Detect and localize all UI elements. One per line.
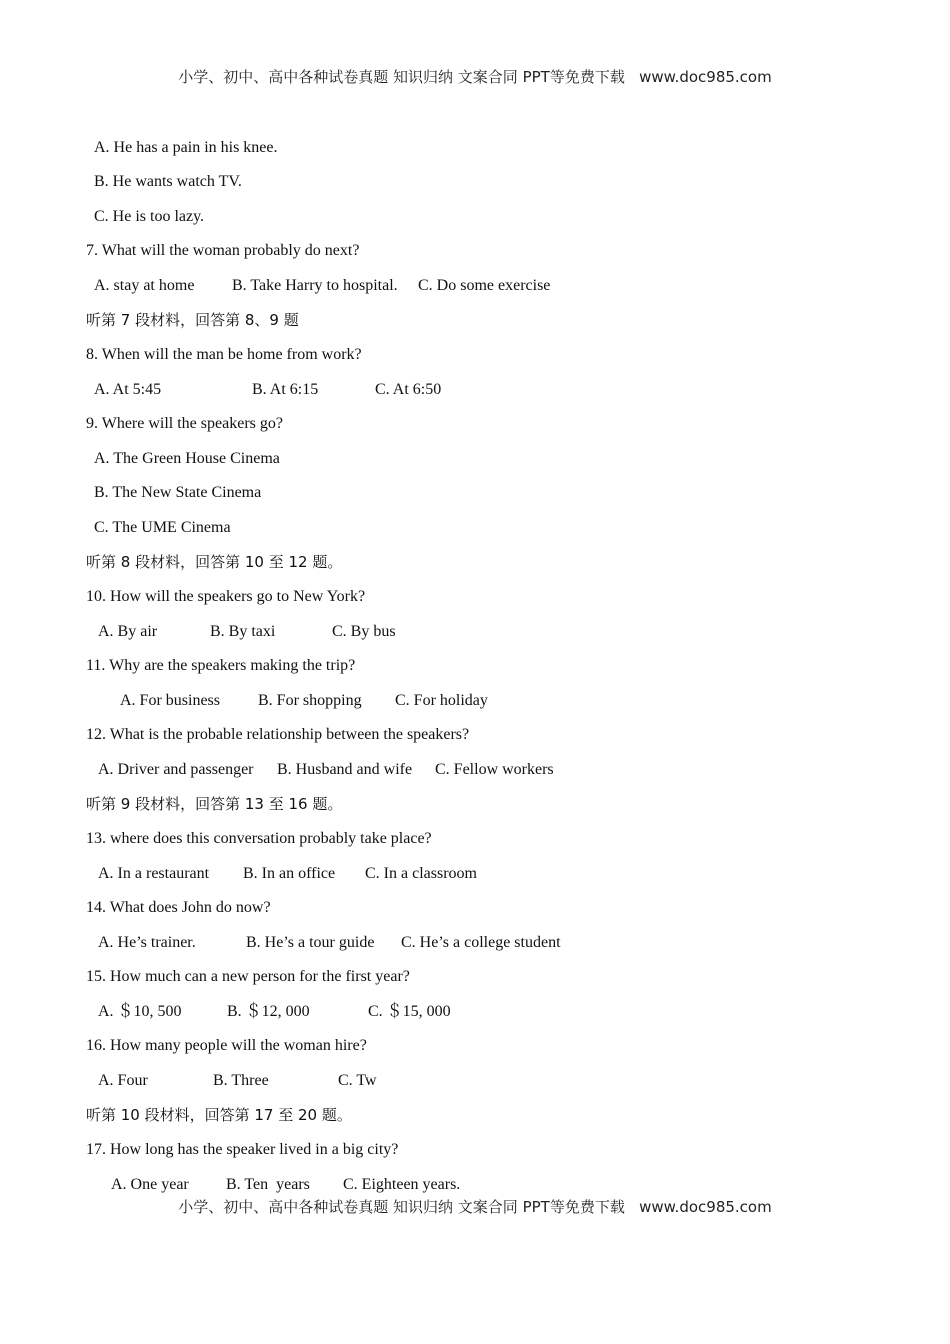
q9-option-c: C. The UME Cinema — [94, 519, 231, 536]
q16-option-c: C. Tw — [338, 1072, 377, 1089]
q15-option-a: A. ＄10, 500 — [98, 1003, 182, 1020]
section-9-heading: 听第 9 段材料，回答第 13 至 16 题。 — [86, 795, 343, 813]
q11-option-a: A. For business — [120, 692, 221, 709]
q15-option-b: B. ＄12, 000 — [227, 1003, 310, 1020]
q12-option-c: C. Fellow workers — [435, 761, 554, 778]
question-13: 13. where does this conversation probably take place? — [86, 830, 432, 847]
q13-option-c: C. In a classroom — [365, 865, 477, 882]
section-7-heading: 听第 7 段材料，回答第 8、9 题 — [86, 311, 299, 329]
q8-option-a: A. At 5:45 — [94, 381, 162, 398]
question-11: 11. Why are the speakers making the trip? — [86, 657, 356, 674]
q6-option-b: B. He wants watch TV. — [94, 173, 242, 190]
q8-option-c: C. At 6:50 — [375, 381, 442, 398]
q17-option-b: B. Ten years — [226, 1176, 310, 1193]
q10-option-c: C. By bus — [332, 623, 396, 640]
q7-option-a: A. stay at home — [94, 277, 195, 294]
q9-option-a: A. The Green House Cinema — [94, 450, 280, 467]
q14-option-a: A. He’s trainer. — [98, 934, 196, 951]
question-15: 15. How much can a new person for the first year? — [86, 968, 410, 985]
question-10: 10. How will the speakers go to New York? — [86, 588, 366, 605]
q13-option-a: A. In a restaurant — [98, 865, 210, 882]
q15-option-c: C. ＄15, 000 — [368, 1003, 451, 1020]
question-17: 17. How long has the speaker lived in a big city? — [86, 1141, 399, 1158]
question-7: 7. What will the woman probably do next? — [86, 242, 360, 259]
q9-option-b: B. The New State Cinema — [94, 484, 262, 501]
question-8: 8. When will the man be home from work? — [86, 346, 362, 363]
q12-option-b: B. Husband and wife — [277, 761, 413, 778]
q16-option-a: A. Four — [98, 1072, 148, 1089]
q12-option-a: A. Driver and passenger — [98, 761, 254, 778]
q14-option-b: B. He’s a tour guide — [246, 934, 375, 951]
q6-option-c: C. He is too lazy. — [94, 208, 205, 225]
q17-option-a: A. One year — [111, 1176, 189, 1193]
q8-option-b: B. At 6:15 — [252, 381, 319, 398]
q16-option-b: B. Three — [213, 1072, 269, 1089]
question-14: 14. What does John do now? — [86, 899, 271, 916]
q11-option-b: B. For shopping — [258, 692, 362, 709]
q13-option-b: B. In an office — [243, 865, 336, 882]
q10-option-b: B. By taxi — [210, 623, 276, 640]
q11-option-c: C. For holiday — [395, 692, 488, 709]
page-footer: 小学、初中、高中各种试卷真题 知识归纳 文案合同 PPT等免费下载 www.doc985.com — [178, 1198, 772, 1216]
q10-option-a: A. By air — [98, 623, 158, 640]
section-10-heading: 听第 10 段材料，回答第 17 至 20 题。 — [86, 1106, 352, 1124]
page-header: 小学、初中、高中各种试卷真题 知识归纳 文案合同 PPT等免费下载 www.doc985.com — [178, 68, 772, 86]
question-16: 16. How many people will the woman hire? — [86, 1037, 367, 1054]
q14-option-c: C. He’s a college student — [401, 934, 561, 951]
q17-option-c: C. Eighteen years. — [343, 1176, 461, 1193]
q6-option-a: A. He has a pain in his knee. — [94, 139, 278, 156]
q7-option-c: C. Do some exercise — [418, 277, 551, 294]
section-8-heading: 听第 8 段材料，回答第 10 至 12 题。 — [86, 553, 343, 571]
q7-option-b: B. Take Harry to hospital. — [232, 277, 398, 294]
question-9: 9. Where will the speakers go? — [86, 415, 283, 432]
question-12: 12. What is the probable relationship between the speakers? — [86, 726, 470, 743]
